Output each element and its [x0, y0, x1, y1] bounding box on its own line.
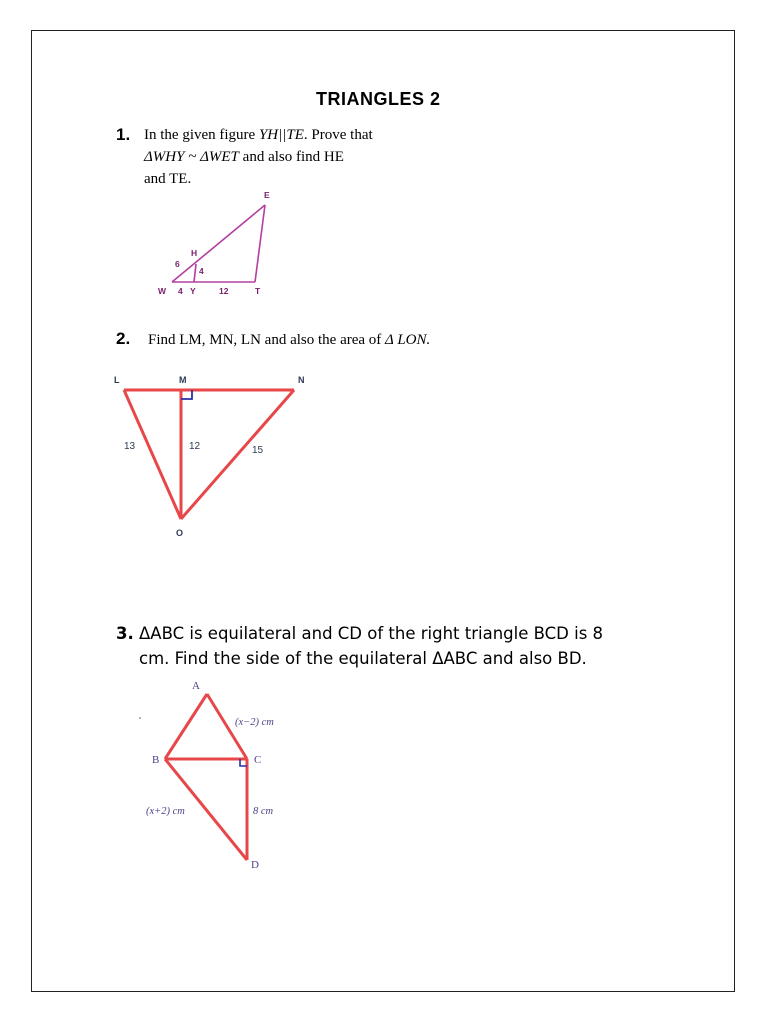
q2-measure-NO: 15 [252, 445, 264, 456]
q1-label-T: T [255, 286, 261, 296]
question-1-number: 1. [116, 125, 131, 144]
question-3-line-1-text: ΔABC is equilateral and CD of the right triangle BCD is 8 [139, 624, 604, 643]
q2-measure-MO: 12 [189, 441, 201, 452]
question-1-math-parallel: YH||TE [258, 127, 304, 143]
q3-segment-AB [165, 694, 207, 759]
question-1-line-1-prefix: In the given figure [144, 127, 259, 143]
q2-label-N: N [298, 375, 305, 385]
q3-stray-dot [139, 717, 141, 719]
question-2-number: 2. [116, 329, 131, 348]
q3-measure-AC: (x−2) cm [235, 717, 274, 728]
q2-label-M: M [179, 375, 187, 385]
q1-label-Y: Y [190, 286, 196, 296]
q3-measure-BD: (x+2) cm [146, 806, 185, 817]
question-3-line-2: cm. Find the side of the equilateral ΔABC and also BD. [139, 649, 587, 668]
question-2-math: Δ LON. [385, 332, 431, 348]
q1-label-E: E [264, 190, 270, 200]
q1-label-W: W [158, 286, 167, 296]
question-1-line-2-suffix: and also find HE [238, 149, 344, 165]
q2-measure-LO: 13 [124, 441, 136, 452]
question-1-line-3: and TE. [144, 171, 192, 187]
q1-measure-WY: 4 [178, 286, 183, 296]
q2-label-O: O [176, 528, 184, 538]
q2-label-L: L [114, 375, 120, 385]
page-title: TRIANGLES 2 [316, 89, 441, 109]
q3-label-D: D [251, 859, 259, 871]
question-1-math-similar: ΔWHY ~ ΔWET [144, 149, 239, 165]
q1-measure-YT: 12 [219, 286, 229, 296]
question-2-text-prefix: Find LM, MN, LN and also the area of [148, 332, 386, 348]
q1-label-H: H [191, 248, 198, 258]
q3-measure-CD: 8 cm [253, 806, 274, 817]
question-3-number: 3. [116, 624, 134, 643]
q3-label-B: B [152, 754, 160, 766]
q3-label-C: C [254, 754, 262, 766]
question-1-line-1-suffix: . Prove that [303, 127, 373, 143]
q1-measure-WH: 6 [175, 259, 180, 269]
q1-measure-YH: 4 [199, 266, 204, 276]
q3-label-A: A [192, 680, 200, 692]
